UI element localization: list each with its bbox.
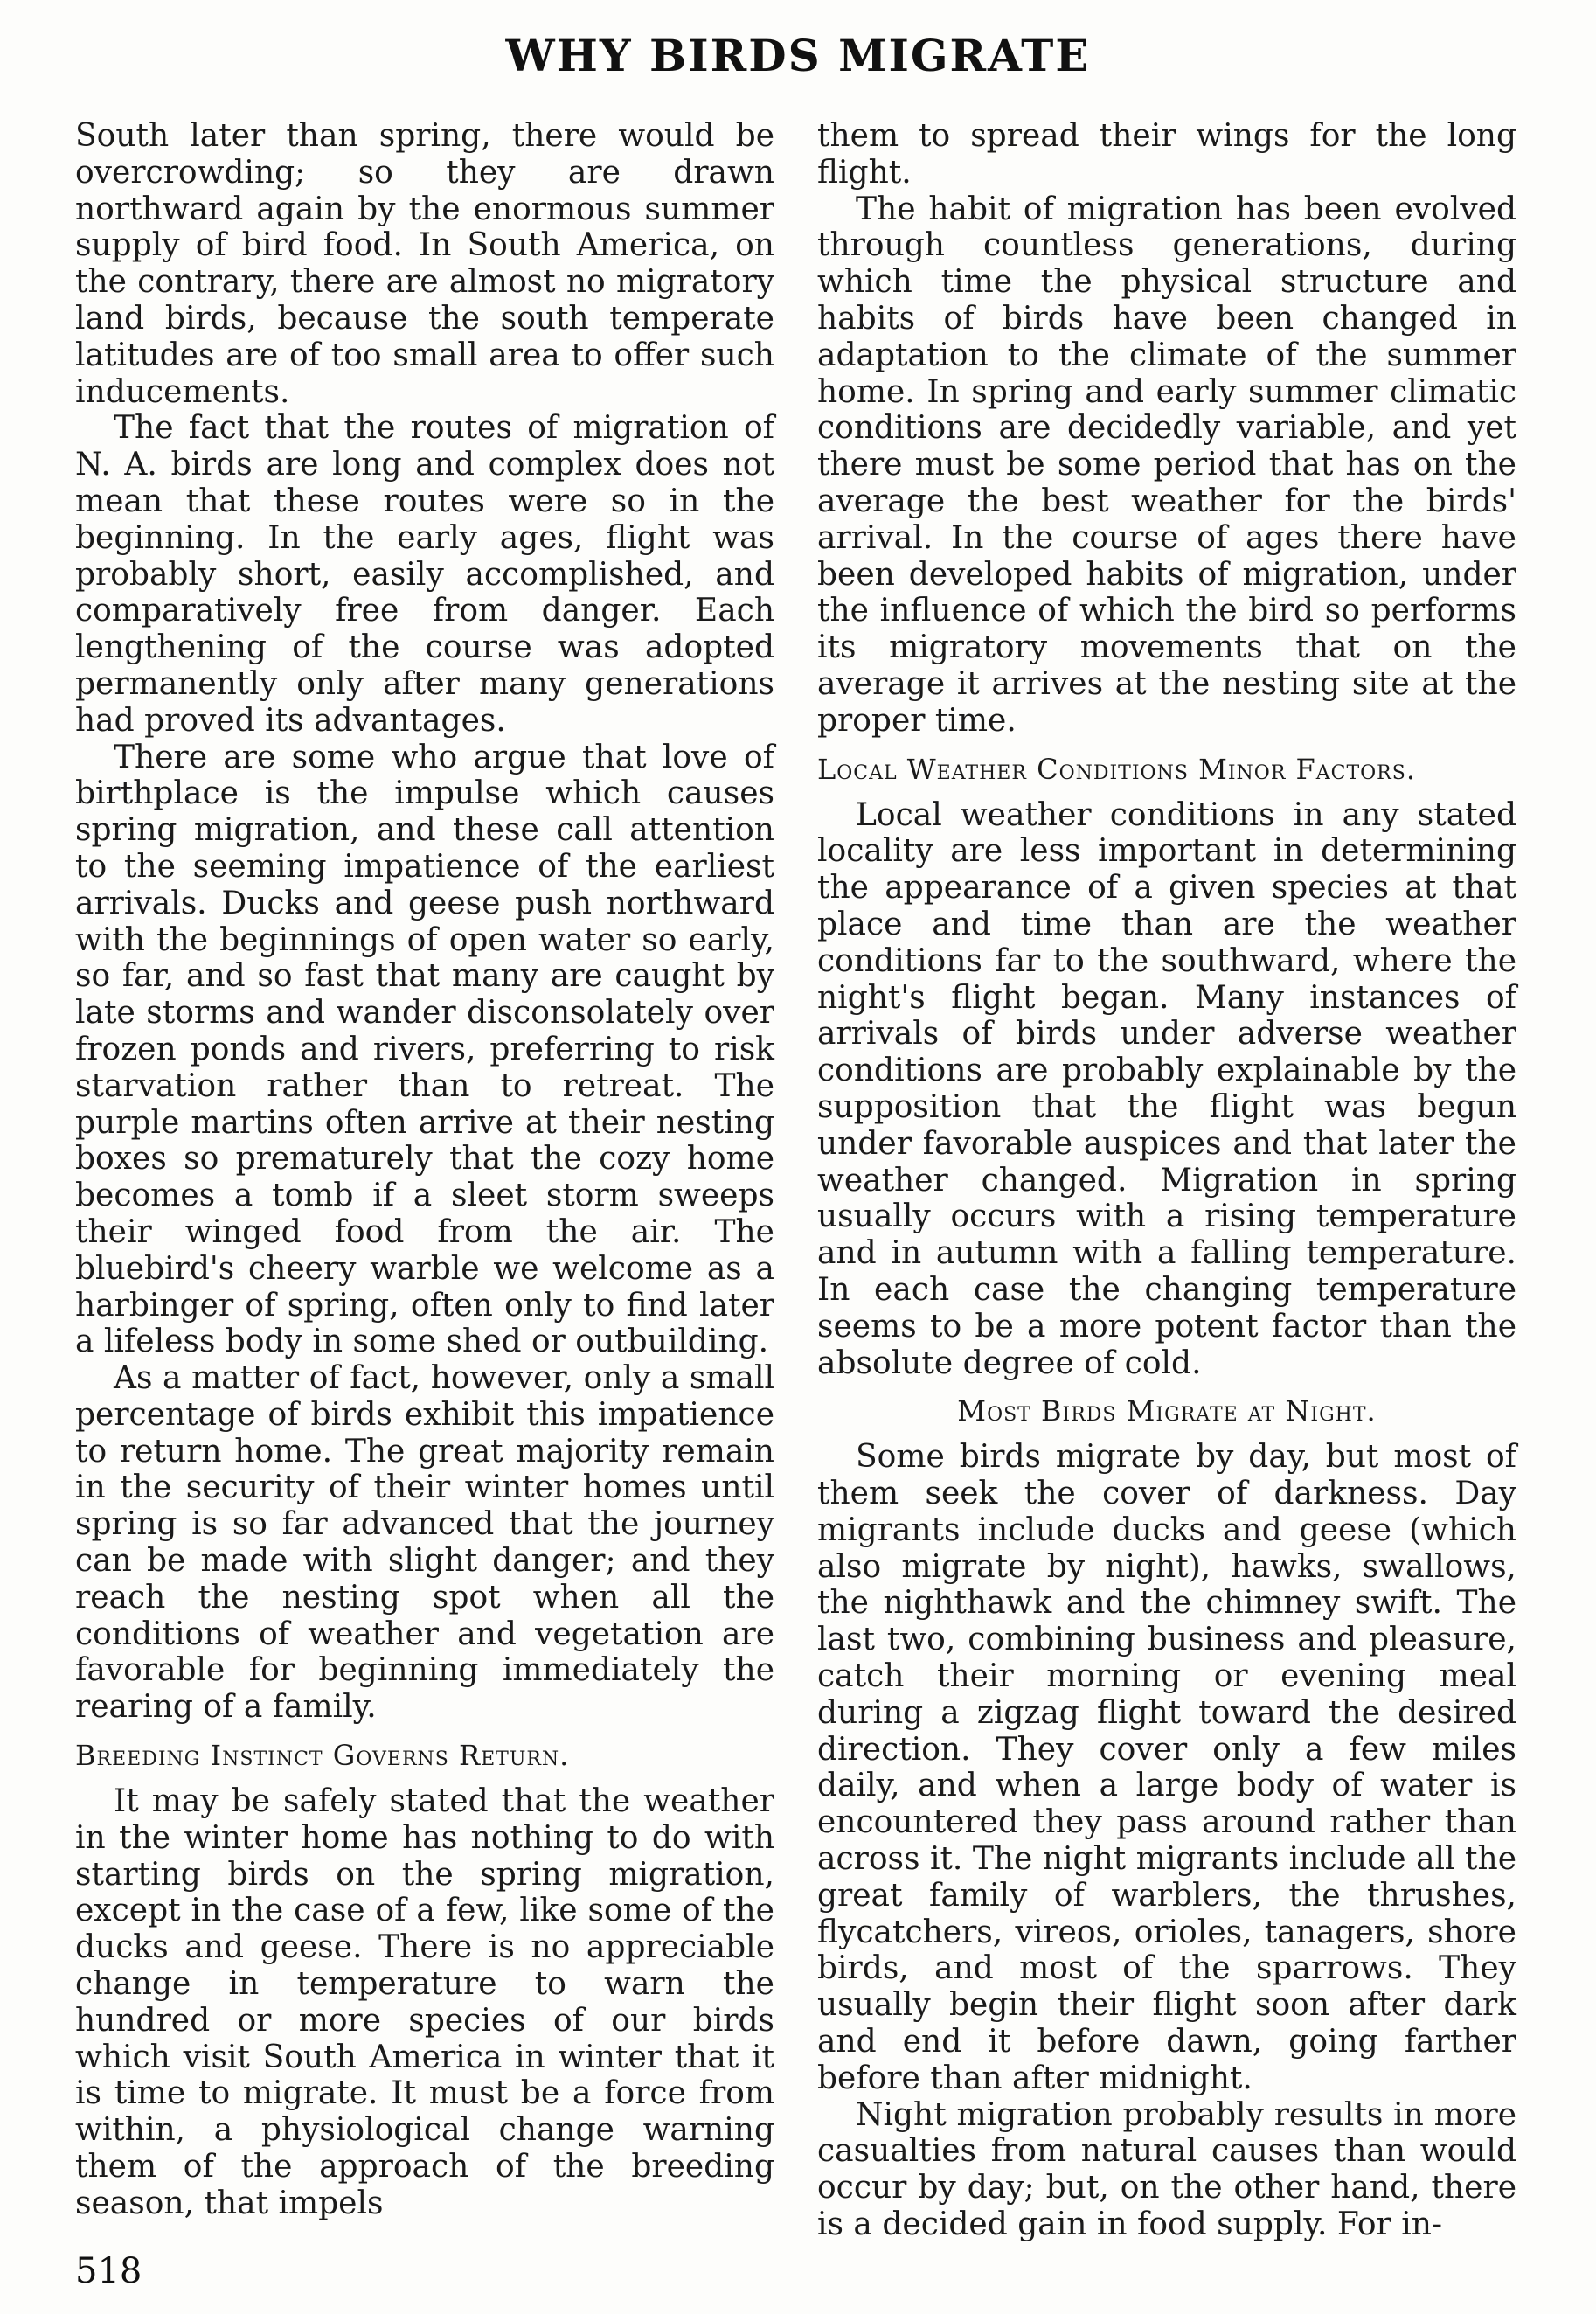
paragraph: Some birds migrate by day, but most of them seek the cover of darkness. Day migrants include ducks and geese (which also migrate by night), hawks, swallows, the nighthawk and the chimney swift. The last two, combining business and pleasure, catch their morning or evening meal during a zigzag flight toward the desired direction. They cover only a few miles daily, and when a large body of water is encountered they pass around rather than across it. The night migrants include all the great family of warblers, the thrushes, flycatchers, vireos, orioles, tanagers, shore birds, and most of the sparrows. They usually begin their flight soon after dark and end it before dawn, going farther before than after midnight. bbox=[817, 1439, 1516, 2096]
right-column bbox=[817, 118, 1516, 2243]
section-heading: Local Weather Conditions Minor Factors. bbox=[817, 752, 1416, 786]
paragraph: South later than spring, there would be overcrowding; so they are drawn northward again by the enormous summer supply of bird food. In South America, on the contrary, there are almost no migratory land birds, because the south temperate latitudes are of too small area to offer such inducements. bbox=[75, 118, 774, 410]
paragraph: It may be safely stated that the weather in the winter home has nothing to do with starting birds on the spring migration, except in the case of a few, like some of the ducks and geese. There is no appreciable change in temperature to warn the hundred or more species of our birds which visit South America in winter that it is time to migrate. It must be a force from within, a physiological change warning them of the approach of the breeding season, that impels bbox=[75, 1783, 774, 2221]
paragraph: Night migration probably results in more casualties from natural causes than would occur by day; but, on the other hand, there is a decided gain in food supply. For in- bbox=[817, 2096, 1516, 2243]
paragraph: The habit of migration has been evolved through countless generations, during which time the physical structure and habits of birds have been changed in adaptation to the climate of the summer home. In spring and early summer climatic conditions are decidedly variable, and yet there must be some period that has on the average the best weather for the birds' arrival. In the course of ages there have been developed habits of migration, under the influence of which the bird so performs its migratory movements that on the average it arrives at the nesting site at the proper time. bbox=[817, 191, 1516, 739]
section-heading: Most Birds Migrate at Night. bbox=[957, 1394, 1377, 1428]
running-head: WHY BIRDS MIGRATE bbox=[505, 30, 1091, 81]
paragraph: There are some who argue that love of birthplace is the impulse which causes spring migration, and these call attention to the seeming impatience of the earliest arrivals. Ducks and geese push northward with the beginnings of open water so early, so far, and so fast that many are caught by late storms and wander disconsolately over frozen ponds and rivers, preferring to risk starvation rather than to retreat. The purple martins often arrive at their nesting boxes so prematurely that the cozy home becomes a tomb if a sleet storm sweeps their winged food from the air. The bluebird's cheery warble we welcome as a harbinger of spring, often only to find later a lifeless body in some shed or outbuilding. bbox=[75, 739, 774, 1360]
paragraph: Local weather conditions in any stated locality are less important in determining the appearance of a given species at that place and time than are the weather conditions far to the southward, where the night's flight began. Many instances of arrivals of birds under adverse weather conditions are probably explainable by the supposition that the flight was begun under favorable auspices and that later the weather changed. Migration in spring usually occurs with a rising temperature and in autumn with a falling temperature. In each case the changing temperature seems to be a more potent factor than the absolute degree of cold. bbox=[817, 796, 1516, 1381]
paragraph: them to spread their wings for the long flight. bbox=[817, 118, 1516, 191]
page-number: 518 bbox=[75, 2251, 142, 2291]
paragraph: As a matter of fact, however, only a small percentage of birds exhibit this impatience to return home. The great majority remain in the security of their winter homes until spring is so far advanced that the journey can be made with slight danger; and they reach the nesting spot when all the conditions of weather and vegetation are favorable for beginning immediately the rearing of a family. bbox=[75, 1360, 774, 1726]
left-column bbox=[75, 118, 774, 2222]
paragraph: The fact that the routes of migration of N. A. birds are long and complex does not mean that these routes were so in the beginning. In the early ages, flight was probably short, easily accomplished, and comparatively free from danger. Each lengthening of the course was adopted permanently only after many generations had proved its advantages. bbox=[75, 410, 774, 739]
section-heading: Breeding Instinct Governs Return. bbox=[75, 1739, 570, 1773]
